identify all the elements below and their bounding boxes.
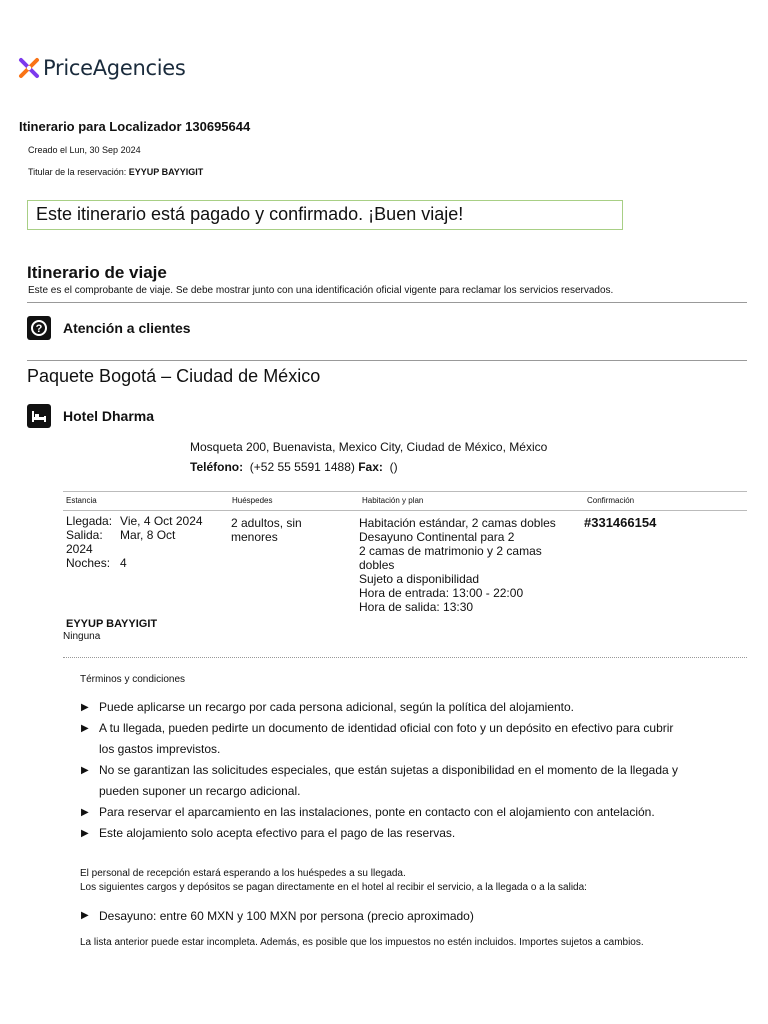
room-line: Hora de entrada: 13:00 - 22:00: [359, 586, 524, 600]
itinerary-locator-title: Itinerario para Localizador 130695644: [19, 119, 251, 134]
brand-logo: [18, 56, 186, 80]
itinerary-subtitle: Este es el comprobante de viaje. Se debe mostrar junto con una identificación oficial vigente para reclamar los servicios reservados.: [28, 285, 614, 296]
terms-list: [81, 697, 681, 844]
hotel-contact: [190, 460, 398, 474]
fax-label: Fax:: [358, 460, 383, 474]
fax-number: (): [389, 460, 398, 474]
staff-notice: [80, 867, 587, 895]
holder-label: Titular de la reservación:: [28, 167, 127, 177]
bed-icon: [27, 404, 51, 428]
list-item: [81, 697, 681, 718]
checkout-date: Mar, 8 Oct: [120, 528, 176, 542]
guests-cell: 2 adultos, sin menores: [231, 516, 302, 544]
terms-heading: Términos y condiciones: [80, 674, 186, 685]
question-icon: [27, 316, 51, 340]
fees-footnote: La lista anterior puede estar incompleta. Además, es posible que los impuestos no estén incluidos. Importes sujetos a cambios.: [80, 937, 644, 948]
term-text: Puede aplicarse un recargo por cada persona adicional, según la política del alojamiento.: [99, 700, 574, 714]
checkin-label: Llegada:: [66, 514, 113, 528]
term-text: A tu llegada, pueden pedirte un documento de identidad oficial con foto y un depósito en efectivo para cubrir los gastos imprevistos.: [99, 721, 674, 756]
term-text: No se garantizan las solicitudes especiales, que están sujetas a disponibilidad en el momento de la llegada y pueden suponer un recargo adicional.: [99, 763, 679, 798]
checkout-label: Salida:: [66, 528, 103, 542]
term-text: Para reservar el aparcamiento en las instalaciones, ponte en contacto con el alojamiento con antelación.: [99, 805, 655, 819]
bullet-triangle-icon: ▶: [81, 702, 89, 713]
column-header-stay: Estancia: [66, 496, 97, 505]
holder-name: EYYUP BAYYIGIT: [128, 167, 204, 177]
stay-cell: [66, 514, 203, 570]
checkin-date: Vie, 4 Oct 2024: [120, 514, 203, 528]
brand-mark-icon: [18, 57, 40, 79]
room-line: Desayuno Continental para 2: [359, 530, 515, 544]
staff-line: Los siguientes cargos y depósitos se pagan directamente en el hotel al recibir el servicio, a la llegada o a la salida:: [80, 882, 587, 893]
bullet-triangle-icon: ▶: [81, 807, 89, 818]
staff-line: El personal de recepción estará esperando a los huéspedes a su llegada.: [80, 868, 406, 879]
customer-support-section[interactable]: [27, 316, 191, 340]
phone-label: Teléfono:: [190, 460, 244, 474]
bullet-triangle-icon: ▶: [81, 723, 89, 734]
svg-text:?: ?: [35, 323, 43, 335]
list-item: [81, 802, 681, 823]
fee-text: Desayuno: entre 60 MXN y 100 MXN por persona (precio aproximado): [99, 909, 474, 923]
dotted-divider: [63, 657, 747, 658]
divider: [27, 302, 747, 303]
payment-status-banner: Este itinerario está pagado y confirmado. ¡Buen viaje!: [27, 200, 623, 230]
list-item: [81, 906, 474, 926]
customer-support-label: Atención a clientes: [63, 320, 191, 336]
table-border: [63, 510, 747, 511]
nights-count: 4: [120, 556, 127, 570]
checkout-year: 2024: [66, 542, 93, 556]
room-plan-cell: [359, 516, 574, 614]
table-border: [63, 491, 747, 492]
nights-label: Noches:: [66, 556, 111, 570]
bullet-triangle-icon: ▶: [81, 828, 89, 839]
term-text: Este alojamiento solo acepta efectivo para el pago de las reservas.: [99, 826, 456, 840]
room-line: Hora de salida: 13:30: [359, 600, 474, 614]
column-header-room: Habitación y plan: [362, 496, 424, 505]
bullet-triangle-icon: ▶: [81, 765, 89, 776]
list-item: [81, 760, 681, 802]
list-item: [81, 823, 681, 844]
fees-list: [81, 906, 474, 926]
hotel-header: [27, 404, 154, 428]
hotel-name: Hotel Dharma: [63, 408, 155, 424]
room-line: 2 camas de matrimonio y 2 camas dobles: [359, 544, 542, 572]
reservation-holder: [28, 167, 203, 177]
room-line: Sujeto a disponibilidad: [359, 572, 480, 586]
guest-name: EYYUP BAYYIGIT: [66, 618, 158, 630]
divider: [27, 360, 747, 361]
room-line: Habitación estándar, 2 camas dobles: [359, 516, 556, 530]
column-header-confirmation: Confirmación: [587, 496, 635, 505]
guest-note: Ninguna: [63, 631, 101, 642]
list-item: [81, 718, 681, 760]
phone-number: (+52 55 5591 1488): [249, 460, 355, 474]
confirmation-number: #331466154: [584, 515, 657, 530]
created-date: Creado el Lun, 30 Sep 2024: [28, 145, 141, 155]
column-header-guests: Huéspedes: [232, 496, 273, 505]
package-title: Paquete Bogotá – Ciudad de México: [27, 366, 321, 386]
bullet-triangle-icon: ▶: [81, 910, 89, 921]
itinerary-heading: Itinerario de viaje: [27, 263, 167, 282]
hotel-address: Mosqueta 200, Buenavista, Mexico City, Ciudad de México, México: [190, 440, 548, 454]
brand-name: PriceAgencies: [43, 56, 186, 80]
